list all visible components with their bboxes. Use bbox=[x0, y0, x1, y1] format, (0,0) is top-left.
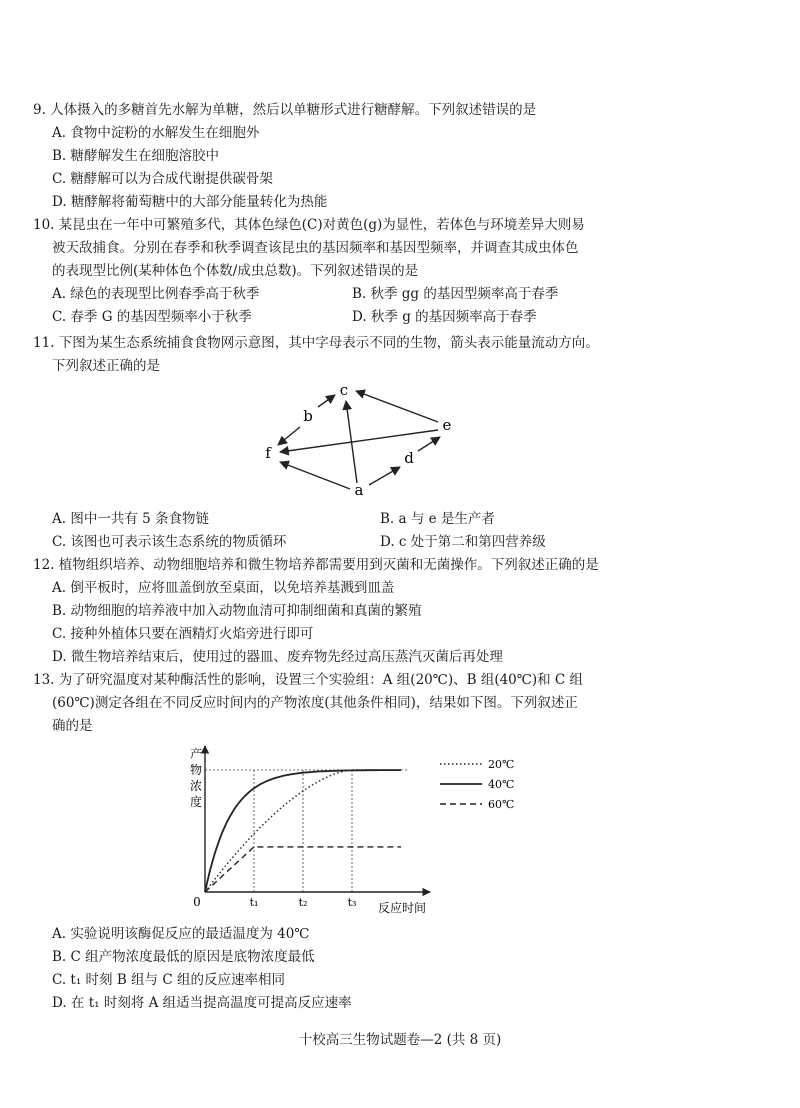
arrow-a-to-d bbox=[369, 467, 400, 485]
legend-label-solid: 40℃ bbox=[488, 778, 515, 791]
q13-stem-1: 13. 为了研究温度对某种酶活性的影响，设置三个实验组：A 组(20℃)、B 组(40℃)和 C 组 bbox=[33, 672, 584, 688]
legend bbox=[440, 758, 514, 811]
q11-option-c: C. 该图也可表示该生态系统的物质循环 bbox=[52, 534, 287, 550]
q13-option-b: B. C 组产物浓度最低的原因是底物浓度最低 bbox=[52, 949, 315, 965]
enzyme-chart bbox=[170, 740, 530, 920]
node-e: e bbox=[442, 416, 452, 434]
legend-label-dashed: 60℃ bbox=[488, 798, 515, 811]
arrow-b-to-f bbox=[278, 427, 300, 445]
node-c: c bbox=[339, 381, 349, 399]
node-b: b bbox=[303, 407, 313, 425]
q11-option-a: A. 图中一共有 5 条食物链 bbox=[52, 511, 210, 527]
q10-option-a: A. 绿色的表现型比例春季高于秋季 bbox=[52, 286, 260, 302]
q13-stem-3: 确的是 bbox=[52, 718, 93, 734]
q13-option-c: C. t₁ 时刻 B 组与 C 组的反应速率相同 bbox=[52, 972, 285, 988]
arrow-b-to-c bbox=[318, 395, 335, 407]
y-axis-label: 产物浓度 bbox=[190, 747, 203, 809]
q9-stem: 9. 人体摄入的多糖首先水解为单糖，然后以单糖形式进行糖酵解。下列叙述错误的是 bbox=[33, 102, 537, 118]
q11-option-d: D. c 处于第二和第四营养级 bbox=[380, 534, 546, 550]
q12-option-a: A. 倒平板时，应将皿盖倒放至桌面，以免培养基溅到皿盖 bbox=[52, 580, 395, 596]
x-axis-label: 反应时间 bbox=[377, 901, 427, 915]
food-web-diagram bbox=[250, 375, 480, 505]
q10-option-c: C. 春季 G 的基因型频率小于秋季 bbox=[52, 309, 252, 325]
origin-label: 0 bbox=[193, 895, 201, 909]
node-d: d bbox=[404, 449, 414, 467]
q12-option-d: D. 微生物培养结束后，使用过的器皿、废弃物先经过高压蒸汽灭菌后再处理 bbox=[52, 649, 503, 665]
q12-option-c: C. 接种外植体只要在酒精灯火焰旁进行即可 bbox=[52, 626, 314, 642]
legend-label-dotted: 20℃ bbox=[488, 758, 515, 771]
q13-option-d: D. 在 t₁ 时刻将 A 组适当提高温度可提高反应速率 bbox=[52, 995, 352, 1011]
node-a: a bbox=[354, 481, 364, 499]
q12-stem: 12. 植物组织培养、动物细胞培养和微生物培养都需要用到灭菌和无菌操作。下列叙述正确的是 bbox=[33, 557, 599, 573]
arrow-a-to-f bbox=[280, 462, 350, 489]
node-f: f bbox=[265, 444, 271, 462]
arrow-e-to-c bbox=[356, 391, 438, 422]
q9-option-d: D. 糖酵解将葡萄糖中的大部分能量转化为热能 bbox=[52, 194, 328, 210]
x-tick-3: t₃ bbox=[347, 896, 357, 909]
q9-option-a: A. 食物中淀粉的水解发生在细胞外 bbox=[52, 125, 260, 141]
q11-stem-1: 11. 下图为某生态系统捕食食物网示意图，其中字母表示不同的生物，箭头表示能量流动方向。 bbox=[33, 335, 599, 351]
q10-stem-1: 10. 某昆虫在一年中可繁殖多代，其体色绿色(C)对黄色(g)为显性，若体色与环境差异大则易 bbox=[33, 217, 585, 233]
series-dashed-line bbox=[205, 847, 401, 892]
q13-stem-2: (60℃)测定各组在不同反应时间内的产物浓度(其他条件相同)，结果如下图。下列叙述正 bbox=[52, 695, 578, 711]
q13-option-a: A. 实验说明该酶促反应的最适温度为 40℃ bbox=[52, 926, 310, 942]
q10-stem-3: 的表现型比例(某种体色个体数/成虫总数)。下列叙述错误的是 bbox=[52, 263, 419, 279]
q10-option-d: D. 秋季 g 的基因频率高于春季 bbox=[352, 309, 537, 325]
q9-option-b: B. 糖酵解发生在细胞溶胶中 bbox=[52, 148, 220, 164]
q11-stem-2: 下列叙述正确的是 bbox=[52, 358, 160, 374]
q10-stem-2: 被天敌捕食。分别在春季和秋季调查该昆虫的基因频率和基因型频率，并调查其成虫体色 bbox=[52, 240, 579, 256]
page-footer: 十校高三生物试题卷—2 (共 8 页) bbox=[298, 1032, 502, 1048]
arrow-e-to-f bbox=[280, 430, 438, 452]
x-tick-1: t₁ bbox=[249, 896, 259, 909]
q12-option-b: B. 动物细胞的培养液中加入动物血清可抑制细菌和真菌的繁殖 bbox=[52, 603, 422, 619]
x-tick-2: t₂ bbox=[298, 896, 308, 909]
q9-option-c: C. 糖酵解可以为合成代谢提供碳骨架 bbox=[52, 171, 273, 187]
arrow-d-to-e bbox=[418, 437, 440, 451]
q11-option-b: B. a 与 e 是生产者 bbox=[380, 511, 495, 527]
q10-option-b: B. 秋季 gg 的基因型频率高于春季 bbox=[352, 286, 559, 302]
